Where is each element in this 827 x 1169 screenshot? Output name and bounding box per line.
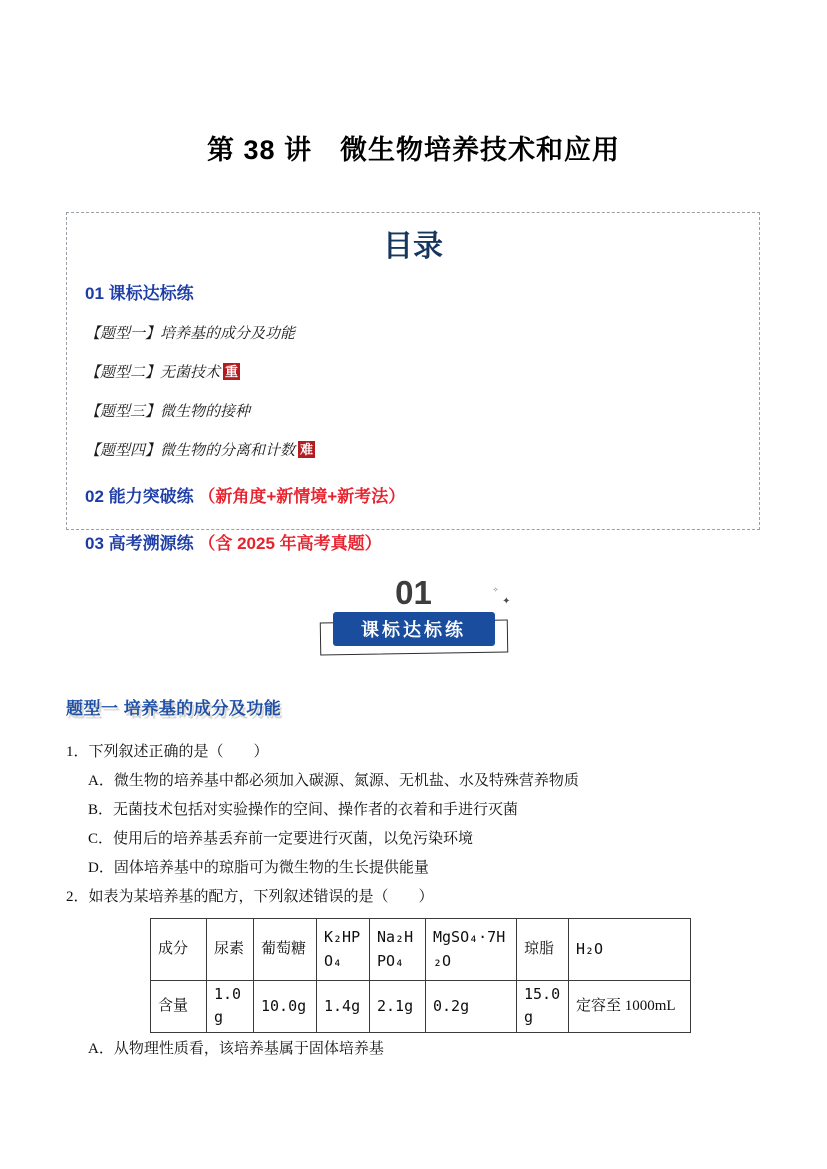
sparkle-icon: ✧ (492, 586, 499, 594)
section-banner-label: 课标达标练 (361, 620, 466, 640)
table-value-row (151, 981, 691, 1033)
question-content (66, 738, 766, 1064)
table-cell-agar-amount: 15.0g (517, 981, 569, 1033)
table-cell-agar: 琼脂 (517, 919, 569, 981)
difficulty-badge: 难 (300, 442, 314, 457)
question-1-option-c: C．使用后的培养基丢弃前一定要进行灭菌，以免污染环境 (88, 831, 474, 847)
toc-section-03 (85, 529, 741, 554)
toc-item-label: 【题型三】微生物的接种 (85, 404, 251, 420)
section-banner-box (333, 612, 495, 646)
toc-item-type-2 (85, 361, 741, 382)
table-cell-glucose: 葡萄糖 (254, 919, 317, 981)
table-cell-k2hpo4: K₂HPO₄ (317, 919, 370, 981)
question-1-option-d: D．固体培养基中的琼脂可为微生物的生长提供能量 (88, 860, 429, 876)
table-header-row (151, 919, 691, 981)
toc-item-label: 【题型四】微生物的分离和计数 (85, 443, 296, 459)
page-title: 第 38 讲 微生物培养技术和应用 (206, 135, 621, 165)
table-cell-component: 成分 (151, 919, 207, 981)
toc-section-02 (85, 482, 741, 507)
question-1-option-b: B．无菌技术包括对实验操作的空间、操作者的衣着和手进行灭菌 (88, 802, 519, 818)
toc-item-label: 【题型一】培养基的成分及功能 (85, 326, 296, 342)
toc-section-note: （含 2025 年高考真题） (198, 534, 382, 553)
table-cell-h2o: H₂O (569, 919, 691, 981)
table-cell-mgso4-amount: 0.2g (426, 981, 517, 1033)
table-cell-amount-label: 含量 (151, 981, 207, 1033)
exercise-type-heading: 题型一 培养基的成分及功能 (66, 699, 282, 718)
toc-item-type-3 (85, 400, 741, 421)
toc-box (66, 212, 760, 553)
table-cell-mgso4: MgSO₄·7H₂O (426, 919, 517, 981)
table-cell-urea-amount: 1.0g (207, 981, 254, 1033)
table-cell-na2hpo4: Na₂HPO₄ (370, 919, 426, 981)
table-cell-water-amount: 定容至 1000mL (569, 981, 691, 1033)
toc-section-label: 02 能力突破练 (85, 487, 194, 506)
question-2-stem: 2．如表为某培养基的配方，下列叙述错误的是（ ） (66, 889, 434, 905)
toc-section-label: 03 高考溯源练 (85, 534, 194, 553)
toc-item-type-4 (85, 439, 741, 460)
table-cell-k2hpo4-amount: 1.4g (317, 981, 370, 1033)
toc-title: 目录 (383, 230, 443, 263)
question-1-stem: 1．下列叙述正确的是（ ） (66, 744, 269, 760)
section-banner (0, 576, 827, 646)
question-1-option-a: A．微生物的培养基中都必须加入碳源、氮源、无机盐、水及特殊营养物质 (88, 773, 579, 789)
sparkle-icon: ✦ (502, 596, 511, 607)
toc-item-label: 【题型二】无菌技术 (85, 365, 221, 381)
table-cell-na2hpo4-amount: 2.1g (370, 981, 426, 1033)
table-cell-glucose-amount: 10.0g (254, 981, 317, 1033)
toc-section-01: 01 课标达标练 (85, 284, 194, 303)
question-2-option-a: A．从物理性质看，该培养基属于固体培养基 (88, 1040, 384, 1057)
culture-medium-table (150, 918, 691, 1033)
toc-section-note: （新角度+新情境+新考法） (198, 487, 406, 506)
section-number: 01 (395, 574, 432, 611)
importance-badge: 重 (225, 364, 239, 379)
toc-item-type-1 (85, 322, 741, 343)
table-cell-urea: 尿素 (207, 919, 254, 981)
